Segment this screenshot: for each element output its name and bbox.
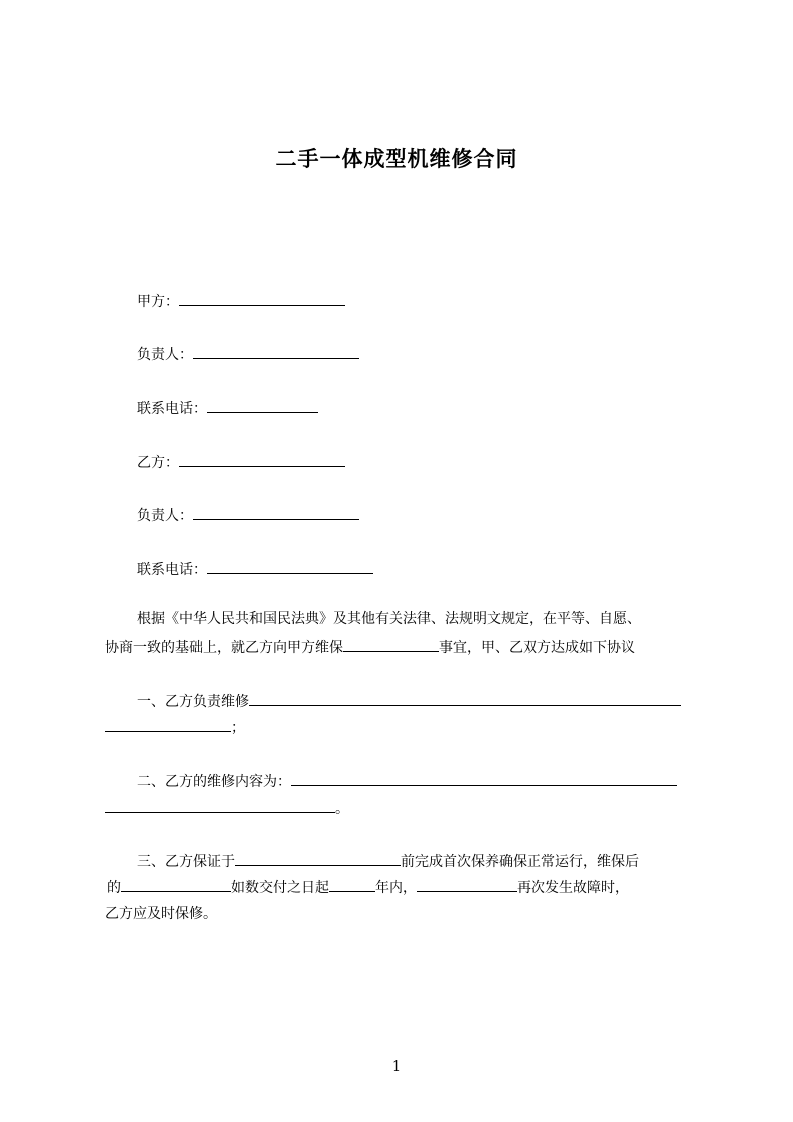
party-b-blank[interactable] (179, 452, 345, 467)
clause-3-blank-2[interactable] (121, 877, 231, 892)
party-b-line (137, 452, 345, 473)
clause-1-end: ； (231, 720, 245, 736)
clause-1-line-1 (137, 691, 681, 712)
party-b-phone-label: 联系电话： (137, 562, 207, 578)
clause-2-text: 二、乙方的维修内容为： (137, 774, 291, 790)
document-title: 二手一体成型机维修合同 (275, 147, 518, 171)
party-a-line (137, 291, 345, 312)
clause-1-blank-1[interactable] (249, 691, 681, 706)
party-b-phone-blank[interactable] (207, 559, 373, 574)
party-a-manager-line (137, 344, 359, 365)
preamble-line-1: 根据《中华人民共和国民法典》及其他有关法律、法规明文规定，在平等、自愿、 (137, 611, 641, 627)
party-b-manager-blank[interactable] (193, 505, 359, 520)
clause-2-blank-2[interactable] (105, 798, 335, 813)
clause-3-part-1: 三、乙方保证于 (137, 854, 235, 870)
party-a-blank[interactable] (179, 291, 345, 306)
clause-1-blank-2[interactable] (105, 717, 231, 732)
clause-2-line-1 (137, 771, 677, 792)
party-a-phone-label: 联系电话： (137, 401, 207, 417)
clause-3-part-6: 再次发生故障时， (517, 880, 629, 896)
party-a-phone-line (137, 398, 318, 419)
party-a-manager-blank[interactable] (193, 344, 359, 359)
clause-3-blank-4[interactable] (417, 877, 517, 892)
clause-1-line-2 (105, 717, 245, 738)
clause-3-line-3: 乙方应及时保修。 (105, 906, 217, 922)
clause-3-part-5: 年内， (375, 880, 417, 896)
party-b-manager-label: 负责人： (137, 508, 193, 524)
preamble-line-2 (105, 637, 635, 658)
clause-2-line-2 (105, 798, 349, 819)
preamble-text-a: 协商一致的基础上，就乙方向甲方维保 (105, 640, 343, 656)
clause-3-blank-1[interactable] (235, 851, 401, 866)
clause-2-blank-1[interactable] (291, 771, 677, 786)
party-a-manager-label: 负责人： (137, 347, 193, 363)
clause-3-blank-3[interactable] (329, 877, 375, 892)
preamble-text-b: 事宜，甲、乙双方达成如下协议 (439, 640, 635, 656)
party-a-label: 甲方： (137, 294, 179, 310)
clause-3-line-2 (107, 877, 629, 898)
party-b-phone-line (137, 559, 373, 580)
clause-3-line-1 (137, 851, 639, 872)
clause-2-end: 。 (335, 801, 349, 817)
clause-1-text: 一、乙方负责维修 (137, 694, 249, 710)
party-b-manager-line (137, 505, 359, 526)
clause-3-part-2: 前完成首次保养确保正常运行，维保后 (401, 854, 639, 870)
clause-3-part-3: 的 (107, 880, 121, 896)
preamble-blank[interactable] (343, 637, 439, 652)
party-a-phone-blank[interactable] (207, 398, 318, 413)
clause-3-part-4: 如数交付之日起 (231, 880, 329, 896)
page-number: 1 (391, 1057, 402, 1075)
party-b-label: 乙方： (137, 455, 179, 471)
